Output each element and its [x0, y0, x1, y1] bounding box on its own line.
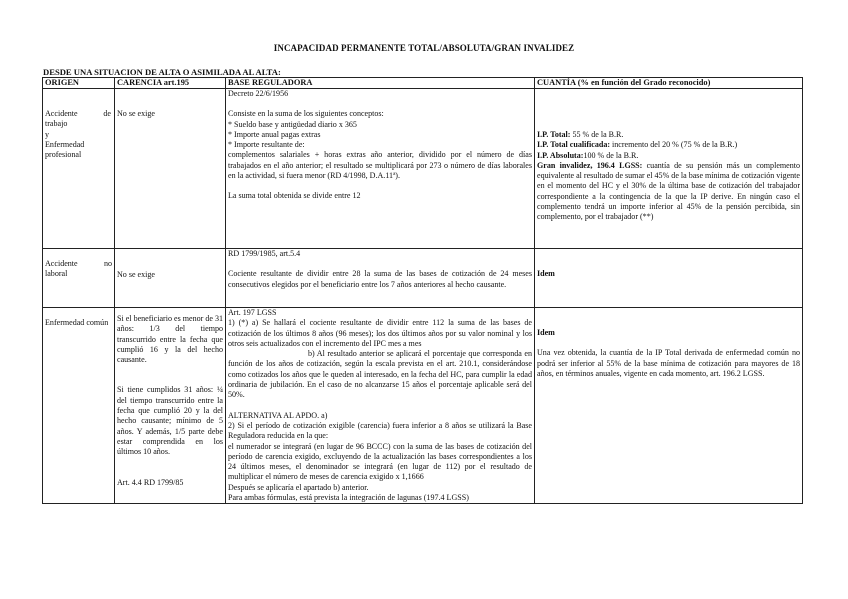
- cuantia-cell: [535, 249, 803, 308]
- table-row: [43, 89, 803, 249]
- base-alt-heading: ALTERNATIVA AL APDO. a): [228, 410, 328, 420]
- base-paragraph: Después se aplicaría el apartado b) anterior.: [228, 482, 369, 492]
- base-total: La suma total obtenida se divide entre 12: [228, 191, 361, 201]
- cuantia-absoluta: I.P. Absoluta:100 % de la B.R.: [537, 150, 639, 160]
- base-cell: [226, 249, 535, 308]
- header-base-reguladora: BASE REGULADORA: [226, 78, 535, 89]
- cuantia-cell: [535, 89, 803, 249]
- section-subtitle: DESDE UNA SITUACION DE ALTA O ASIMILADA AL ALTA:: [43, 67, 281, 77]
- origen-cell: [43, 308, 115, 504]
- header-carencia: CARENCIA art.195: [115, 78, 226, 89]
- base-paragraph: 2) Si el período de cotización exigible (carencia) fuera inferior a 8 años se utilizará la Base Reguladora reducida en la que:: [228, 420, 532, 441]
- origen-text: Enfermedad común: [45, 318, 109, 327]
- carencia-text: No se exige: [117, 109, 155, 118]
- origen-line: Accidente de trabajo: [45, 109, 111, 129]
- origen-line: y: [45, 129, 50, 139]
- carencia-cell: [115, 308, 226, 504]
- origen-line: Enfermedad profesional: [45, 139, 85, 160]
- carencia-ref: Art. 4.4 RD 1799/85: [117, 477, 184, 487]
- origen-text: Accidente no laboral: [45, 259, 112, 279]
- base-item: * Importe anual pagas extras: [228, 129, 321, 139]
- base-detail: complementos salariales + horas extras año anterior, dividido por el número de días trabajados en el año anterior; el resultado se multiplicará por 273 o número de días laborales en la actividad, si fuera menor (RD 4/1998, D.A.11ª).: [228, 150, 532, 181]
- base-cell: [226, 89, 535, 249]
- origen-cell: [43, 249, 115, 308]
- carencia-text: Si el beneficiario es menor de 31 años: 1/3 del tiempo transcurrido entre la fecha que cumplió 16 y la del hecho causante.: [117, 314, 223, 365]
- cuantia-cualificada: I.P. Total cualificada: incremento del 20 % (75 % de la B.R.): [537, 140, 738, 150]
- base-heading: Art. 197 LGSS: [228, 308, 277, 317]
- carencia-cell: [115, 249, 226, 308]
- base-item: * Sueldo base y antigüedad diario x 365: [228, 119, 357, 129]
- cuantia-gran-invalidez: Gran invalidez, 196.4 LGSS: cuantía de su pensión más un complemento equivalente al resultado de sumar el 45% de la base mínima de cotización vigente en el momento del HC y el 30% de la última base de cotización del trabajador correspondiente a la contingencia de la que la IP derive. En ningún caso el complemento tendrá un importe inferior al 45% de la pensión percibida, sin complemento, por el trabajador (**): [537, 160, 800, 222]
- base-paragraph: el numerador se integrará (en lugar de 96 BCCC) con la suma de las bases de cotización del período de carencia exigido, excluyendo de la actualización las bases correspondientes a los 24 últimos meses, el denominador se integrará (en lugar de 112) por el resultado de multiplicar el número de meses de carencia exigido x 1,1666: [228, 441, 532, 482]
- base-paragraph: b) Al resultado anterior se aplicará el porcentaje que corresponda en función de los años de cotización, según la escala prevista en el art. 210.1, considerándose como cotizados los años que le queden al interesado, en la fecha del HC, para cumplir la edad ordinaria de jubilación. En el caso de no alcanzarse 15 años el porcentaje aplicable será del 50%.: [228, 349, 532, 400]
- origen-cell: [43, 89, 115, 249]
- cuantia-idem: Idem: [537, 269, 555, 278]
- carencia-cell: [115, 89, 226, 249]
- carencia-text: No se exige: [117, 270, 155, 279]
- table-header-row: [43, 78, 803, 89]
- base-item: * Importe resultante de:: [228, 140, 305, 150]
- base-cell: [226, 308, 535, 504]
- header-cuantia: CUANTÍA (% en función del Grado reconocido): [535, 78, 803, 89]
- cuantia-cell: [535, 308, 803, 504]
- benefits-table: [42, 77, 803, 504]
- table-row: [43, 308, 803, 504]
- base-paragraph: Para ambas fórmulas, está prevista la integración de lagunas (197.4 LGSS): [228, 493, 469, 503]
- table-row: [43, 249, 803, 308]
- cuantia-idem: Idem: [537, 328, 555, 337]
- base-text: Cociente resultante de dividir entre 28 la suma de las bases de cotización de 24 meses consecutivos elegidos por el beneficiario entre los 7 años anteriores al hecho causante.: [228, 269, 532, 289]
- base-paragraph: 1) (*) a) Se hallará el cociente resultante de dividir entre 112 la suma de las bases de cotización de los últimos 8 años (96 meses); los dos últimos años por su valor nominal y los otros seis actualizados con el incremento del IPC mes a mes: [228, 318, 532, 348]
- carencia-text: Si tiene cumplidos 31 años: ¼ del tiempo transcurrido entre la fecha que cumplió 20 y la del hecho causante; mínimo de 5 años. Y además, 1/5 parte debe estar comprendida en los últimos 10 años.: [117, 385, 223, 457]
- cuantia-total: I.P. Total: 55 % de la B.R.: [537, 130, 624, 139]
- header-origen: ORIGEN: [43, 78, 115, 89]
- base-heading: Decreto 22/6/1956: [228, 89, 289, 98]
- page-title: INCAPACIDAD PERMANENTE TOTAL/ABSOLUTA/GRAN INVALIDEZ: [273, 43, 575, 53]
- base-heading: RD 1799/1985, art.5.4: [228, 249, 301, 258]
- cuantia-text: Una vez obtenida, la cuantía de la IP Total derivada de enfermedad común no podrá ser inferior al 55% de la base mínima de cotización para mayores de 18 años, en términos anuales, vigente en cada momento, art. 196.2 LGSS.: [537, 348, 800, 378]
- base-intro: Consiste en la suma de los siguientes conceptos:: [228, 109, 384, 119]
